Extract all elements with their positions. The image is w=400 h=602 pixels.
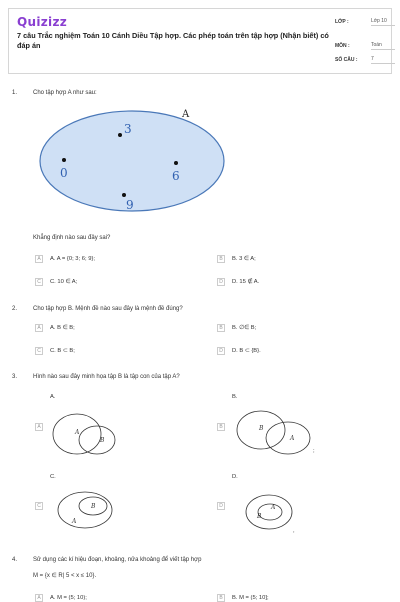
point-6-label: 6 [172, 169, 180, 183]
point-3-dot [118, 133, 122, 137]
q4-option-b-text: B. M = (5; 10]; [232, 595, 269, 601]
point-9-dot [122, 193, 126, 197]
q1-option-b-text: B. 3 ∈ A; [232, 256, 256, 262]
q2-option-a-box[interactable]: A [35, 324, 43, 332]
q3-d-label-a: A [271, 504, 276, 511]
q3-diagram-b [233, 408, 323, 458]
set-a-label: A [182, 109, 190, 120]
set-a-ellipse [40, 111, 224, 211]
q3-option-d-label: D. [232, 474, 238, 480]
q3-c-label-b: B [91, 503, 96, 510]
q3-option-b-box[interactable]: B [217, 423, 225, 431]
q3-b-label-b: B [259, 425, 264, 432]
q3-option-a-label: A. [50, 394, 56, 400]
question-4-text: Sử dụng các kí hiệu đoạn, khoảng, nửa khoảng để viết tập hợp [33, 557, 202, 563]
q3-option-c-box[interactable]: C [35, 502, 43, 510]
q3-option-a-box[interactable]: A [35, 423, 43, 431]
q1-option-d-box[interactable]: D [217, 278, 225, 286]
q3-diagram-a [50, 408, 130, 458]
q1-option-b-box[interactable]: B [217, 255, 225, 263]
q1-option-c-text: C. 10 ∈ A; [50, 279, 78, 285]
point-0-label: 0 [60, 166, 68, 180]
q3-diagram-d [244, 492, 296, 532]
question-4-number: 4. [12, 557, 18, 563]
q3-semicolon: ; [313, 448, 315, 454]
document-header [8, 8, 392, 74]
question-1-text: Cho tập hợp A như sau: [33, 90, 97, 96]
point-3-label: 3 [124, 122, 132, 136]
q3-b-label-a: A [290, 435, 295, 442]
q3-d-set-a [258, 504, 282, 520]
quizizz-logo: Quizizz [17, 15, 68, 29]
point-9-label: 9 [126, 198, 134, 212]
q2-option-c-text: C. B ⊂ B; [50, 348, 75, 354]
q4-option-a-box[interactable]: A [35, 594, 43, 602]
q4-option-a-text: A. M = (5; 10); [50, 595, 87, 601]
q3-a-label-b: B [100, 437, 105, 444]
q1-option-d-text: D. 15 ∉ A. [232, 279, 260, 285]
q3-c-label-a: A [72, 518, 77, 525]
q3-option-d-box[interactable]: D [217, 502, 225, 510]
q2-option-a-text: A. B ∈ B; [50, 325, 75, 331]
q3-d-set-b [246, 495, 292, 529]
question-1-prompt: Khẳng định nào sau đây sai? [33, 235, 111, 241]
class-value: Lớp 10 [371, 17, 395, 26]
question-2-number: 2. [12, 306, 18, 312]
document-title: 7 câu Trắc nghiệm Toán 10 Cánh Diều Tập hợp. Các phép toán trên tập hợp (Nhận biết) có đáp án [17, 31, 329, 50]
subject-value: Toán [371, 41, 395, 50]
q3-option-c-label: C. [50, 474, 56, 480]
q1-option-a-text: A. A = {0; 3; 6; 9}; [50, 256, 95, 262]
q3-diagram-c [57, 490, 117, 532]
q3-b-set-a [266, 422, 310, 454]
q3-c-set-a [58, 492, 112, 528]
q3-option-b-label: B. [232, 394, 238, 400]
q3-comma: , [293, 528, 295, 534]
q4-option-b-box[interactable]: B [217, 594, 225, 602]
q2-option-b-text: B. ∅∈ B; [232, 325, 257, 331]
point-0-dot [62, 158, 66, 162]
q2-option-d-text: D. B ⊂ {B}. [232, 348, 261, 354]
q2-option-d-box[interactable]: D [217, 347, 225, 355]
q1-option-a-box[interactable]: A [35, 255, 43, 263]
set-a-diagram [40, 105, 230, 215]
question-3-number: 3. [12, 374, 18, 380]
question-1-number: 1. [12, 90, 18, 96]
q2-option-b-box[interactable]: B [217, 324, 225, 332]
q3-d-label-b: B [257, 513, 262, 520]
q1-option-c-box[interactable]: C [35, 278, 43, 286]
q2-option-c-box[interactable]: C [35, 347, 43, 355]
question-3-text: Hình nào sau đây minh họa tập B là tập con của tập A? [33, 374, 180, 380]
question-count-label: SỐ CÂU : [335, 57, 358, 63]
q3-a-label-a: A [75, 429, 80, 436]
point-6-dot [174, 161, 178, 165]
question-4-expression: M = {x ∈ R| 5 < x ≤ 10}. [33, 573, 97, 579]
q3-a-set-b [79, 426, 115, 454]
question-2-text: Cho tập hợp B. Mệnh đề nào sau đây là mệnh đề đúng? [33, 306, 183, 312]
question-count-value: 7 [371, 55, 395, 64]
subject-label: MÔN : [335, 43, 350, 49]
class-label: LỚP : [335, 19, 349, 25]
